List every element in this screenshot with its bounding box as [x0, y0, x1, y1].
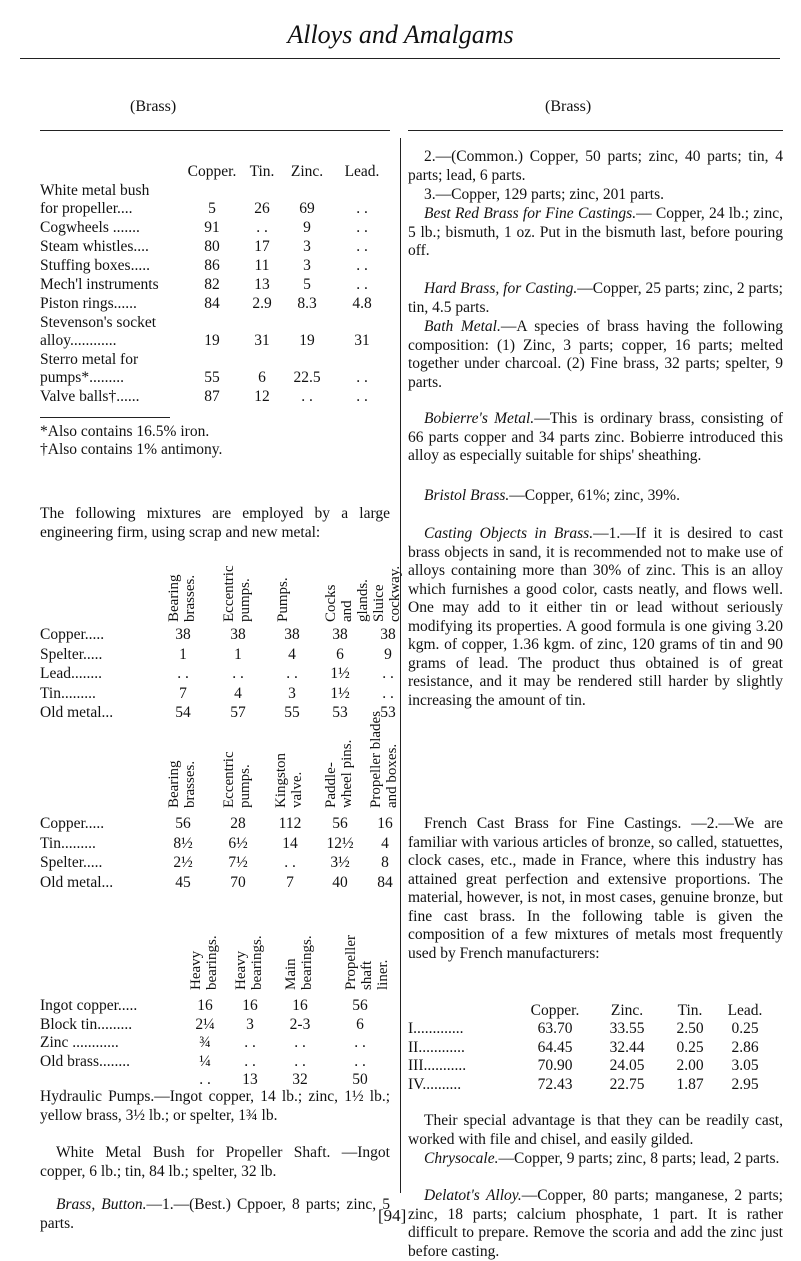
- table2-cell: 57: [230, 704, 246, 721]
- table3-header: Bearing brasses.: [166, 760, 198, 808]
- table4-row-label: Ingot copper.....: [40, 997, 138, 1014]
- french-table-cell: 3.05: [731, 1057, 759, 1074]
- table1-cell: 22.5: [293, 369, 321, 386]
- table3-header: Kingston valve.: [273, 752, 305, 808]
- table1-row-label: Cogwheels .......: [40, 219, 140, 236]
- french-table-cell: 2.50: [676, 1020, 704, 1037]
- table2-cell: 53: [332, 704, 348, 721]
- bobierre-metal-paragraph-title: Bobierre's Metal.: [424, 410, 535, 427]
- table2-header: Eccentric pumps.: [221, 565, 253, 622]
- french-table-cell: 72.43: [537, 1075, 573, 1093]
- french-table-cell: 2.86: [731, 1038, 759, 1056]
- table4-cell: ¾: [199, 1034, 211, 1051]
- table1-cell: 13: [254, 276, 270, 293]
- table1-cell: 86: [204, 257, 220, 274]
- table1-cell: 26: [254, 200, 270, 217]
- table1-cell: 19: [299, 332, 315, 349]
- casting-objects-paragraph-title: Casting Objects in Brass.: [424, 525, 594, 542]
- table3-cell: 3½: [330, 854, 350, 871]
- table1-header: Copper.: [187, 163, 237, 180]
- table3-header: Eccentric pumps.: [221, 751, 253, 808]
- table3-cell: 14: [282, 834, 298, 852]
- table1-row-label: White metal bush: [40, 182, 150, 199]
- table3-cell: 2½: [173, 854, 193, 871]
- table1-footnote: †Also contains 1% antimony.: [40, 441, 223, 458]
- table1-cell: 3: [303, 257, 311, 274]
- table1-cell: 8.3: [297, 295, 317, 312]
- chrysocale-paragraph-text: —Copper, 9 parts; zinc, 8 parts; lead, 2 parts.: [498, 1150, 780, 1167]
- table1-cell: 4.8: [352, 295, 372, 312]
- table4-cell: 16: [242, 997, 258, 1014]
- table1-cell: 87: [204, 388, 220, 405]
- table1-row-label: Sterro metal for: [40, 351, 139, 368]
- table4-cell: . .: [244, 1052, 256, 1070]
- table2-cell: . .: [382, 665, 394, 682]
- table4-cell: . .: [294, 1052, 306, 1070]
- table1-cell: 11: [254, 257, 270, 274]
- table3-row-label: Spelter.....: [40, 854, 103, 871]
- table4-cell: 32: [292, 1071, 308, 1088]
- table2-cell: 1: [234, 645, 242, 663]
- table1-cell: . .: [356, 388, 368, 405]
- table3-cell: 7: [286, 873, 294, 891]
- table2-cell: . .: [177, 665, 189, 682]
- table2-row-label: Spelter.....: [40, 645, 103, 663]
- table3-cell: 70: [230, 873, 246, 891]
- table2-cell: 3: [288, 684, 296, 702]
- left-column-head: (Brass): [130, 98, 177, 115]
- hard-brass-paragraph-text: —Copper, 25 parts; zinc, 2 parts; tin, 4.5 parts.: [408, 280, 783, 316]
- table3-cell: 112: [278, 815, 302, 832]
- table2-cell: 38: [230, 626, 246, 643]
- table4-header: Heavy bearings.: [188, 935, 220, 990]
- table1-cell: 19: [204, 332, 220, 349]
- table1-header: Lead.: [344, 163, 380, 180]
- french-table-cell: 32.44: [609, 1038, 645, 1056]
- table2-cell: . .: [382, 684, 394, 702]
- chrysocale-paragraph: [408, 1150, 783, 1169]
- table2-header: Sluice cockway.: [371, 565, 403, 622]
- table4-header: Heavy bearings.: [233, 935, 265, 990]
- table3-cell: 56: [332, 815, 348, 832]
- table2-cell: 38: [332, 626, 348, 643]
- special-advantage-paragraph: Their special advantage is that they can be readily cast, worked with file and chisel, and easily gilded.: [408, 1112, 783, 1148]
- delatot-alloy-paragraph-text: —Copper, 80 parts; manganese, 2 parts; zinc, 18 parts; calcium phosphate, 1 part. It is rather difficult to prepare. Remove the scoria and add the zinc just before casting.: [408, 1187, 783, 1260]
- table1-cell: 91: [204, 219, 220, 236]
- french-table-cell: 22.75: [609, 1075, 645, 1093]
- table3-row-label: Tin.........: [40, 834, 96, 852]
- french-table-cell: 0.25: [731, 1020, 759, 1037]
- table1-row-label: for propeller....: [40, 200, 133, 217]
- table1-cell: 12: [254, 388, 270, 405]
- french-cast-brass-paragraph: French Cast Brass for Fine Castings. —2.—We are familiar with various articles of bronze, so called, statuettes, clock cases, etc., made in France, where this industry has attained great perfection and extensive proportions. The material, however, is not, in most cases, genuine bronze, but fine cast brass. In the following table is given the composition of a few mixtures of metals most frequently used by French manufacturers:: [408, 815, 783, 962]
- table1-cell: 6: [258, 369, 266, 386]
- delatot-alloy-paragraph: [408, 1187, 783, 1261]
- french-table-row-label: IV..........: [408, 1075, 462, 1093]
- bobierre-metal-paragraph-text: —This is ordinary brass, consisting of 66 parts copper and 34 parts zinc. Bobierre introduced this alloy as especially suitable for ships' sheathing.: [408, 410, 783, 464]
- white-metal-bush-paragraph: White Metal Bush for Propeller Shaft. —Ingot copper, 6 lb.; tin, 84 lb.; spelter, 32 lb.: [40, 1144, 390, 1180]
- table4-header: Propeller shaft liner.: [343, 935, 391, 990]
- table2-row-label: Lead........: [40, 665, 102, 682]
- table1-cell: 3: [303, 238, 311, 255]
- brass-button-title: Brass, Button.: [56, 1196, 147, 1213]
- table1-row-label: pumps*.........: [40, 369, 124, 386]
- delatot-alloy-paragraph-title: Delatot's Alloy.: [424, 1187, 522, 1204]
- table3-cell: 28: [230, 815, 246, 832]
- table3-cell: 12½: [326, 834, 354, 852]
- bobierre-metal-paragraph: [408, 410, 783, 466]
- table2-header: Bearing brasses.: [166, 574, 198, 622]
- table1-cell: 31: [254, 332, 270, 349]
- casting-objects-paragraph-text: —1.—If it is desired to cast brass objects in sand, it is recommended not to make use of alloys containing more than 30% of zinc. This is an alloy which furnishes a good color, casts neatly, and flows well. One may add to it either tin or lead without seriously modifying its properties. A good formula is one giving 3.20 kgm. of copper, 1.36 kgm. of zinc, 120 grams of tin and 90 grams of lead. The product thus obtained is of great resistance, and it may be rendered still harder by slightly increasing the amount of tin.: [408, 525, 783, 709]
- table2-cell: 1½: [330, 684, 350, 702]
- best-red-brass-paragraph-title: Best Red Brass for Fine Castings.: [424, 205, 637, 222]
- table1-cell: 82: [204, 276, 220, 293]
- table4-cell: ¼: [199, 1052, 211, 1070]
- table1-row-label: Piston rings......: [40, 295, 137, 312]
- table1-row-label: alloy............: [40, 332, 117, 349]
- table1-cell: 31: [354, 332, 370, 349]
- brass-button-text: —1.—(Best.) Cppoer, 8 parts; zinc, 5 parts.: [40, 1196, 390, 1232]
- table3-cell: 8: [381, 854, 389, 871]
- table3-cell: 56: [175, 815, 191, 832]
- table3-cell: 7½: [228, 854, 248, 871]
- table1-row-label: Valve balls†......: [40, 388, 140, 405]
- french-table-cell: 70.90: [537, 1057, 573, 1074]
- table2-cell: 6: [336, 645, 344, 663]
- table2-header: Pumps.: [275, 577, 291, 622]
- table1-row-label: Stevenson's socket: [40, 314, 157, 331]
- table1-cell: 5: [303, 276, 311, 293]
- french-table-cell: 64.45: [537, 1038, 573, 1056]
- right-column-rule: [408, 130, 783, 131]
- table2-header: Cocks and glands.: [323, 579, 371, 622]
- table1-cell: . .: [356, 200, 368, 217]
- copper-zinc-paragraph: 3.—Copper, 129 parts; zinc, 201 parts.: [424, 186, 665, 203]
- casting-objects-paragraph: [408, 525, 783, 710]
- table1-cell: . .: [356, 257, 368, 274]
- table1-header: Zinc.: [290, 163, 324, 180]
- table3-row-label: Copper.....: [40, 815, 105, 832]
- table1-footnote: *Also contains 16.5% iron.: [40, 423, 210, 440]
- running-head: Alloys and Amalgams: [287, 20, 514, 49]
- table1-cell: 84: [204, 295, 220, 312]
- table1-row-label: Steam whistles....: [40, 238, 149, 255]
- french-table-cell: 63.70: [537, 1020, 573, 1037]
- table4-cell: 2¼: [195, 1015, 215, 1033]
- table2-row-label: Old metal...: [40, 704, 114, 721]
- table1-cell: 69: [299, 200, 315, 217]
- best-red-brass-paragraph: [408, 205, 783, 261]
- table2-cell: 53: [380, 704, 396, 721]
- french-table-cell: 24.05: [609, 1057, 645, 1074]
- table2-row-label: Copper.....: [40, 626, 105, 643]
- table4-cell: . .: [244, 1034, 256, 1051]
- right-column-head: (Brass): [545, 98, 592, 115]
- table4-cell: 16: [292, 997, 308, 1014]
- french-table-row-label: III...........: [408, 1057, 467, 1074]
- intro-paragraph: The following mixtures are employed by a large engineering firm, using scrap and new metal:: [40, 505, 390, 541]
- french-table-cell: 1.87: [676, 1075, 704, 1093]
- common-brass-paragraph: 2.—(Common.) Copper, 50 parts; zinc, 40 parts; tin, 4 parts; lead, 6 parts.: [408, 148, 783, 184]
- table1-cell: . .: [356, 219, 368, 236]
- table2-cell: 4: [234, 684, 242, 702]
- best-red-brass-paragraph-text: — Copper, 24 lb.; zinc, 5 lb.; bismuth, 1 oz. Put in the bismuth last, before pouring off.: [408, 205, 783, 259]
- table1-cell: . .: [356, 276, 368, 293]
- table2-cell: 4: [288, 645, 296, 663]
- table2-cell: 1: [179, 645, 187, 663]
- table4-cell: 3: [246, 1015, 254, 1033]
- table3-cell: . .: [284, 854, 296, 871]
- table3-header: Propeller blades and boxes.: [368, 710, 400, 808]
- table3-cell: 8½: [173, 834, 193, 852]
- french-table-header: Lead.: [727, 1002, 763, 1019]
- table3-row-label: Old metal...: [40, 873, 114, 891]
- french-table-cell: 33.55: [609, 1020, 645, 1037]
- table4-row-label: Block tin.........: [40, 1015, 133, 1033]
- table2-cell: . .: [286, 665, 298, 682]
- bath-metal-paragraph-text: —A species of brass having the following composition: (1) Zinc, 3 parts; copper, 16 parts; melted together under charcoal. (2) Fine brass, 32 parts; spelter, 9 parts.: [408, 318, 783, 391]
- table3-cell: 40: [332, 873, 348, 891]
- table4-cell: . .: [199, 1071, 211, 1088]
- table2-cell: 54: [175, 704, 191, 721]
- header-rule: [20, 58, 780, 59]
- table3-cell: 16: [377, 815, 393, 832]
- table1-row-label: Mech'l instruments: [40, 276, 159, 293]
- table1-notes-rule: [40, 417, 170, 418]
- table1-cell: . .: [301, 388, 313, 405]
- chrysocale-paragraph-title: Chrysocale.: [424, 1150, 499, 1167]
- table2-row-label: Tin.........: [40, 684, 96, 702]
- table4-cell: 2-3: [289, 1015, 311, 1033]
- left-column-rule: [40, 130, 390, 131]
- table3-cell: 6½: [228, 834, 248, 852]
- table1-cell: . .: [256, 219, 268, 236]
- table1-cell: 80: [204, 238, 220, 255]
- table3-cell: 45: [175, 873, 191, 891]
- table2-cell: 38: [284, 626, 300, 643]
- french-table-header: Copper.: [530, 1002, 580, 1019]
- bristol-brass-paragraph: [408, 487, 783, 506]
- table2-cell: 38: [380, 626, 396, 643]
- table1-header: Tin.: [249, 163, 275, 180]
- french-table-cell: 2.00: [676, 1057, 704, 1074]
- table1-cell: 17: [254, 238, 270, 255]
- table2-cell: 55: [284, 704, 300, 721]
- table2-cell: 9: [384, 645, 392, 663]
- hard-brass-paragraph-title: Hard Brass, for Casting.: [424, 280, 578, 297]
- table3-cell: 4: [381, 834, 389, 852]
- hydraulic-pumps-paragraph: Hydraulic Pumps.—Ingot copper, 14 lb.; zinc, 1½ lb.; yellow brass, 3½ lb.; or spelter, 1¾ lb.: [40, 1088, 390, 1124]
- table4-cell: 50: [352, 1071, 368, 1088]
- table1-cell: 5: [208, 200, 216, 217]
- table4-cell: . .: [354, 1052, 366, 1070]
- table2-cell: 7: [179, 684, 187, 702]
- french-table-header: Zinc.: [610, 1002, 644, 1019]
- table2-cell: 1½: [330, 665, 350, 682]
- bath-metal-paragraph: [408, 318, 783, 392]
- bath-metal-paragraph-title: Bath Metal.: [424, 318, 501, 335]
- table1-cell: . .: [356, 238, 368, 255]
- table3-cell: 84: [377, 873, 393, 891]
- table4-cell: 6: [356, 1015, 364, 1033]
- french-table-header: Tin.: [677, 1002, 703, 1019]
- table1-row-label: Stuffing boxes.....: [40, 257, 150, 274]
- table4-row-label: Zinc ............: [40, 1034, 119, 1051]
- bristol-brass-paragraph-title: Bristol Brass.: [424, 487, 510, 504]
- hard-brass-paragraph: [408, 280, 783, 317]
- table1-cell: 55: [204, 369, 220, 386]
- french-table-row-label: II............: [408, 1038, 465, 1056]
- bristol-brass-paragraph-text: —Copper, 61%; zinc, 39%.: [509, 487, 680, 504]
- table3-header: Paddle- wheel pins.: [323, 739, 355, 808]
- table4-row-label: Old brass........: [40, 1052, 130, 1070]
- table4-cell: 16: [197, 997, 213, 1014]
- table4-cell: 13: [242, 1071, 258, 1088]
- table4-cell: . .: [354, 1034, 366, 1051]
- french-table-row-label: I.............: [408, 1020, 464, 1037]
- table1-cell: . .: [356, 369, 368, 386]
- table2-cell: . .: [232, 665, 244, 682]
- table4-header: Main bearings.: [283, 935, 315, 990]
- french-table-cell: 0.25: [676, 1038, 704, 1056]
- table4-cell: . .: [294, 1034, 306, 1051]
- table1-cell: 2.9: [252, 295, 272, 312]
- table4-cell: 56: [352, 997, 368, 1014]
- table1-cell: 9: [303, 219, 311, 236]
- french-table-cell: 2.95: [731, 1075, 759, 1093]
- brass-button-paragraph: [40, 1196, 390, 1233]
- page-number: [94]: [378, 1206, 407, 1225]
- table2-cell: 38: [175, 626, 191, 643]
